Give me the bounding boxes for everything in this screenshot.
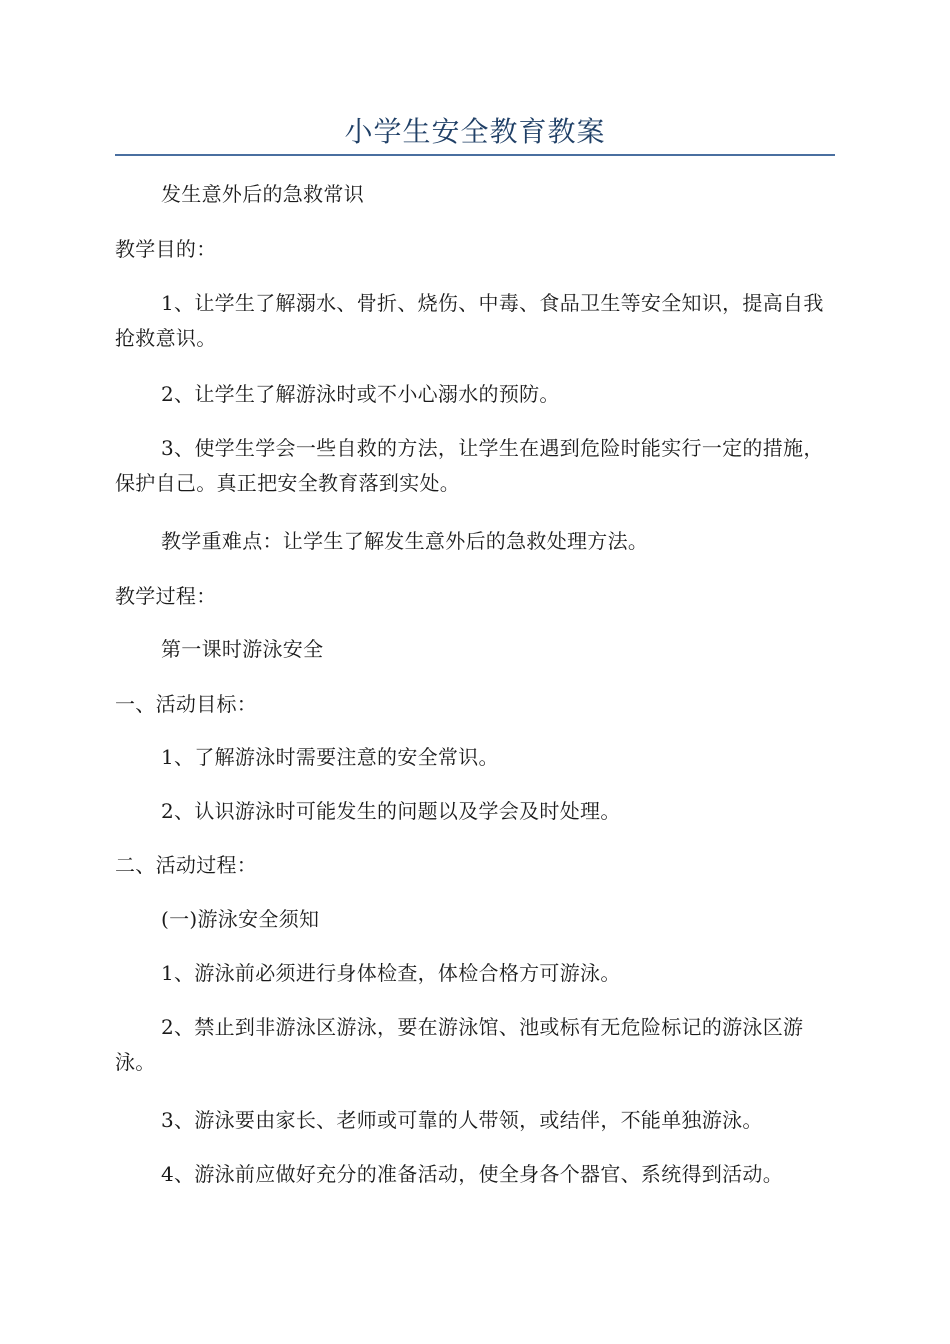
heading-teaching-goals: 教学目的： [115, 237, 217, 261]
paragraph-swim-safety-heading: (一)游泳安全须知 [161, 907, 320, 931]
title-underline [115, 154, 835, 156]
heading-teaching-process: 教学过程： [115, 584, 217, 608]
paragraph-swim-rule-2: 2、禁止到非游泳区游泳，要在游泳馆、池或标有无危险标记的游泳区游泳。 [115, 1015, 804, 1074]
paragraph-activity-goal-1: 1、了解游泳时需要注意的安全常识。 [161, 745, 499, 769]
document-title: 小学生安全教育教案 [344, 115, 606, 148]
paragraph-goal-3: 3、使学生学会一些自救的方法，让学生在遇到危险时能实行一定的措施，保护自己。真正把安全教育落到实处。 [115, 436, 824, 495]
paragraph-key-difficulty: 教学重难点：让学生了解发生意外后的急救处理方法。 [161, 529, 649, 553]
paragraph-swim-rule-3: 3、游泳要由家长、老师或可靠的人带领，或结伴，不能单独游泳。 [161, 1108, 763, 1132]
paragraph-swim-rule-4: 4、游泳前应做好充分的准备活动，使全身各个器官、系统得到活动。 [161, 1162, 784, 1186]
paragraph-goal-2: 2、让学生了解游泳时或不小心溺水的预防。 [161, 382, 560, 406]
paragraph-swim-rule-1: 1、游泳前必须进行身体检查，体检合格方可游泳。 [161, 961, 621, 985]
paragraph-lesson-1: 第一课时游泳安全 [161, 637, 324, 661]
heading-activity-process: 二、活动过程： [115, 853, 258, 877]
paragraph-goal-1: 1、让学生了解溺水、骨折、烧伤、中毒、食品卫生等安全知识，提高自我抢救意识。 [115, 291, 824, 350]
paragraph-activity-goal-2: 2、认识游泳时可能发生的问题以及学会及时处理。 [161, 799, 621, 823]
paragraph-intro: 发生意外后的急救常识 [161, 182, 364, 206]
heading-activity-goals: 一、活动目标： [115, 692, 258, 716]
